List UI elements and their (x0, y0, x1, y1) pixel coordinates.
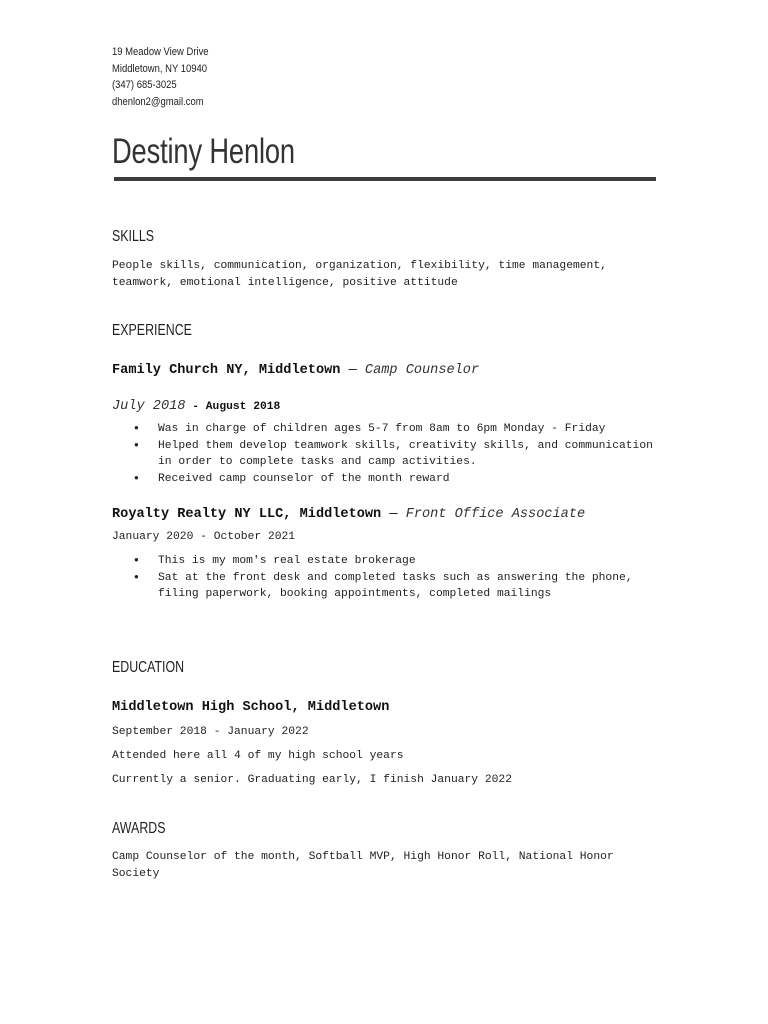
education-note-2: Currently a senior. Graduating early, I finish January 2022 (112, 774, 512, 786)
awards-line-2: Society (112, 867, 160, 880)
awards-line-1: Camp Counselor of the month, Softball MVP, High Honor Roll, National Honor (112, 851, 614, 863)
job-2-bullets (112, 553, 658, 603)
list-item: ● Sat at the front desk and completed tasks such as answering the phone, filing paperwork, booking appointments, completed mailings (112, 570, 658, 603)
list-item: ● Received camp counselor of the month reward (112, 471, 658, 488)
skills-line-1: People skills, communication, organization, flexibility, time management, (112, 260, 607, 272)
education-school: Middletown High School, Middletown (112, 700, 390, 715)
contact-city: Middletown, NY 10940 (112, 62, 208, 75)
job-2-separator: — (381, 507, 406, 522)
list-item: ● Helped them develop teamwork skills, creativity skills, and communication in order to complete tasks and camp activities. (112, 438, 658, 471)
list-item: ● This is my mom's real estate brokerage (112, 553, 658, 570)
skills-line-2: teamwork, emotional intelligence, positive attitude (112, 276, 458, 289)
contact-email: dhenlon2@gmail.com (112, 95, 204, 108)
applicant-name: Destiny Henlon (112, 132, 295, 171)
job-2-title (112, 506, 585, 524)
awards-heading: AWARDS (112, 820, 166, 837)
education-dates: September 2018 - January 2022 (112, 726, 309, 738)
job-1-separator: — (340, 363, 365, 378)
job-1-date-end: - August 2018 (185, 401, 281, 413)
header-divider (114, 177, 656, 181)
education-heading: EDUCATION (112, 659, 185, 676)
skills-heading: SKILLS (112, 228, 155, 245)
contact-address: 19 Meadow View Drive (112, 46, 209, 58)
list-item: ● Was in charge of children ages 5-7 from 8am to 6pm Monday - Friday (112, 421, 658, 438)
job-2-role: Front Office Associate (405, 507, 586, 522)
job-1-bullets (112, 421, 658, 487)
job-1-title (112, 362, 479, 380)
contact-phone: (347) 685-3025 (112, 79, 177, 91)
experience-heading: EXPERIENCE (112, 322, 192, 339)
job-2-employer: Royalty Realty NY LLC, Middletown (112, 507, 382, 522)
job-1-dates (112, 398, 280, 416)
job-1-employer: Family Church NY, Middletown (112, 363, 341, 378)
contact-block (112, 44, 594, 110)
job-1-role: Camp Counselor (364, 363, 480, 378)
job-2-dates: January 2020 - October 2021 (112, 531, 296, 543)
resume-page (112, 44, 672, 880)
education-note-1: Attended here all 4 of my high school years (112, 750, 404, 762)
job-1-date-start: July 2018 (112, 399, 186, 414)
